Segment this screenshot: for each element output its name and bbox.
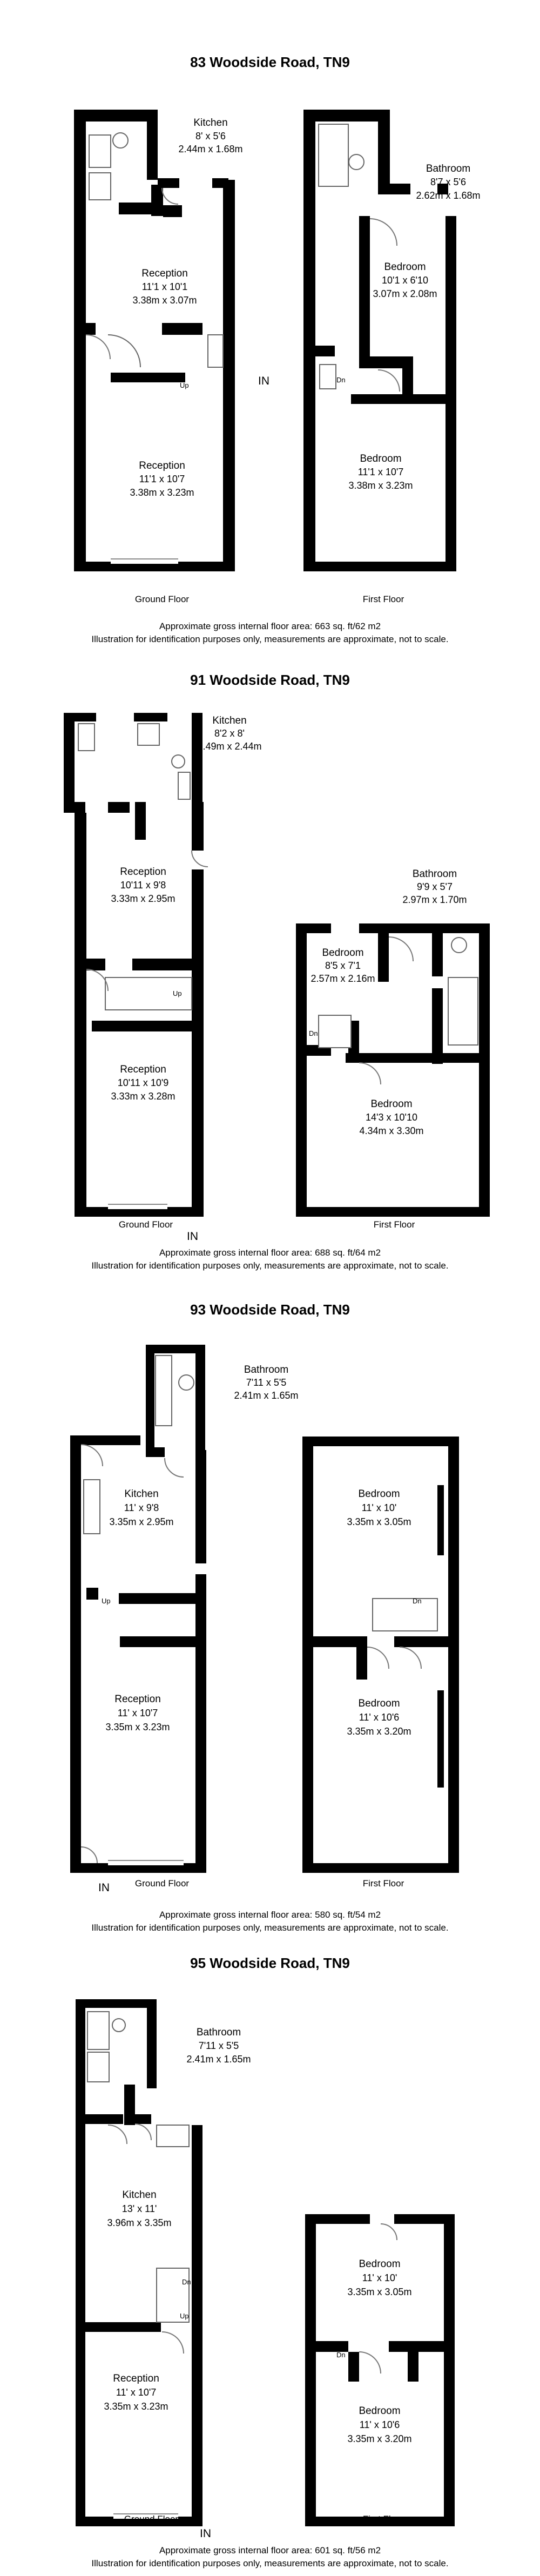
room-dim-metric: 3.33m x 2.95m	[111, 893, 176, 904]
ground-floor-fixtures	[87, 2012, 189, 2517]
ground-floor-label: Ground Floor	[134, 594, 190, 604]
room-name: Bedroom	[360, 453, 402, 464]
room-dim-metric: 3.96m x 3.35m	[107, 2217, 172, 2228]
room-name: Kitchen	[124, 1488, 159, 1500]
floor-plan-83	[0, 0, 540, 594]
room-dim-metric: 3.33m x 3.28m	[111, 1091, 176, 1102]
floor-area-caption: Approximate gross internal floor area: 663 sq. ft/62 m2	[159, 621, 381, 631]
disclaimer-caption: Illustration for identification purposes only, measurements are approximate, not to scale.	[91, 1923, 449, 1933]
room-name: Kitchen	[193, 117, 228, 129]
room-name: Reception	[120, 1064, 166, 1075]
floor-area-caption: Approximate gross internal floor area: 580 sq. ft/54 m2	[159, 1910, 381, 1920]
first-floor-label: First Floor	[362, 2514, 404, 2524]
property-title: 91 Woodside Road, TN9	[190, 672, 350, 688]
stairs-down-label: Dn	[336, 2351, 346, 2359]
room-dim-imperial: 10'1 x 6'10	[382, 275, 428, 286]
stairs-up-label: Up	[173, 989, 182, 997]
room-dim-imperial: 8' x 5'6	[195, 131, 226, 141]
room-name: Bedroom	[384, 261, 426, 273]
first-floor-label: First Floor	[373, 1219, 415, 1230]
room-dim-imperial: 10'11 x 10'9	[117, 1077, 169, 1088]
room-name: Reception	[114, 1694, 161, 1705]
room-dim-metric: 2.49m x 2.44m	[197, 741, 262, 752]
room-dim-metric: 2.44m x 1.68m	[178, 144, 243, 154]
room-dim-metric: 3.35m x 3.05m	[347, 2287, 412, 2297]
room-dim-metric: 3.38m x 3.23m	[348, 480, 413, 491]
stairs-down-label: Dn	[309, 1029, 318, 1037]
room-name: Reception	[113, 2373, 159, 2384]
ground-floor-fixtures	[84, 1356, 194, 1863]
room-dim-metric: 3.35m x 3.20m	[347, 1726, 411, 1737]
room-dim-metric: 3.35m x 3.23m	[105, 1722, 170, 1732]
ground-floor-label: Ground Floor	[118, 1219, 173, 1230]
room-dim-metric: 3.38m x 3.23m	[130, 487, 194, 498]
room-dim-imperial: 14'3 x 10'10	[366, 1112, 417, 1123]
room-dim-imperial: 8'7 x 5'6	[430, 177, 466, 187]
room-dim-imperial: 10'11 x 9'8	[120, 880, 166, 891]
room-name: Bedroom	[359, 2405, 401, 2417]
disclaimer-caption: Illustration for identification purposes only, measurements are approximate, not to scale.	[91, 1260, 449, 1271]
room-dim-imperial: 11' x 10'	[361, 1502, 397, 1513]
first-floor-fixtures	[373, 1599, 437, 1631]
room-dim-imperial: 7'11 x 5'5	[246, 1377, 287, 1388]
room-name: Bedroom	[322, 947, 364, 959]
room-dim-imperial: 8'2 x 8'	[214, 728, 245, 739]
floor-plan-91	[0, 643, 540, 1243]
room-dim-imperial: 9'9 x 5'7	[417, 881, 453, 892]
room-name: Bathroom	[196, 2027, 241, 2038]
room-name: Bedroom	[370, 1098, 413, 1110]
room-dim-imperial: 11' x 9'8	[124, 1502, 159, 1513]
property-91	[0, 643, 540, 1253]
property-title: 83 Woodside Road, TN9	[190, 54, 350, 70]
stairs-up-label: Up	[180, 381, 189, 389]
floor-area-caption: Approximate gross internal floor area: 688 sq. ft/64 m2	[159, 1247, 381, 1258]
room-dim-metric: 2.62m x 1.68m	[416, 190, 481, 201]
property-title: 93 Woodside Road, TN9	[190, 1302, 350, 1318]
ground-floor-walls	[70, 1345, 206, 1873]
room-name: Bedroom	[359, 2258, 401, 2270]
room-name: Bathroom	[412, 868, 457, 880]
stairs-down-label: Dn	[182, 2278, 191, 2286]
entrance-label: IN	[258, 375, 269, 387]
room-dim-imperial: 11' x 10'6	[359, 1712, 400, 1723]
disclaimer-caption: Illustration for identification purposes only, measurements are approximate, not to scale.	[91, 2558, 449, 2568]
room-dim-imperial: 11' x 10'	[362, 2272, 397, 2283]
first-floor-doors	[367, 1647, 421, 1669]
property-title: 95 Woodside Road, TN9	[190, 1955, 350, 1971]
room-dim-metric: 2.57m x 2.16m	[310, 973, 375, 984]
room-name: Kitchen	[122, 2189, 157, 2201]
floor-plan-95	[0, 1939, 540, 2540]
room-dim-imperial: 11'1 x 10'7	[139, 474, 185, 484]
entrance-label: IN	[200, 2527, 211, 2540]
property-95	[0, 1939, 540, 2576]
first-floor-label: First Floor	[362, 1878, 404, 1889]
room-dim-imperial: 8'5 x 7'1	[325, 960, 361, 971]
room-dim-imperial: 11'1 x 10'1	[141, 281, 188, 292]
ground-floor-label: Ground Floor	[134, 1878, 190, 1889]
ground-floor-label: Ground Floor	[124, 2514, 179, 2524]
room-name: Reception	[141, 268, 188, 279]
stairs-down-label: Dn	[336, 376, 346, 384]
entrance-label: IN	[187, 1230, 198, 1243]
property-93	[0, 1274, 540, 1894]
room-dim-metric: 2.97m x 1.70m	[402, 894, 467, 905]
property-83	[0, 0, 540, 643]
first-floor-label: First Floor	[362, 594, 404, 604]
room-name: Bathroom	[244, 1364, 289, 1375]
room-dim-metric: 3.35m x 2.95m	[109, 1516, 174, 1527]
room-dim-imperial: 11' x 10'6	[359, 2419, 400, 2430]
stairs-up-label: Up	[180, 2312, 189, 2320]
room-dim-imperial: 11' x 10'7	[117, 1708, 158, 1718]
room-name: Reception	[139, 460, 185, 471]
room-name: Bedroom	[358, 1698, 400, 1709]
room-dim-metric: 3.38m x 3.07m	[132, 295, 197, 306]
disclaimer-caption: Illustration for identification purposes only, measurements are approximate, not to scale.	[91, 634, 449, 644]
room-dim-imperial: 7'11 x 5'5	[198, 2040, 239, 2051]
room-dim-metric: 3.35m x 3.23m	[104, 2401, 168, 2412]
entrance-label: IN	[98, 1882, 110, 1894]
room-name: Reception	[120, 866, 166, 878]
room-name: Bathroom	[426, 163, 471, 174]
room-dim-imperial: 11' x 10'7	[116, 2387, 157, 2398]
stairs-up-label: Up	[102, 1597, 111, 1605]
room-dim-imperial: 11'1 x 10'7	[357, 467, 404, 477]
room-dim-metric: 4.34m x 3.30m	[359, 1125, 424, 1136]
floor-area-caption: Approximate gross internal floor area: 601 sq. ft/56 m2	[159, 2545, 381, 2555]
room-dim-metric: 3.35m x 3.05m	[347, 1516, 411, 1527]
room-name: Kitchen	[212, 715, 247, 726]
room-dim-metric: 2.41m x 1.65m	[234, 1390, 299, 1401]
room-dim-imperial: 13' x 11'	[122, 2203, 157, 2214]
room-dim-metric: 2.41m x 1.65m	[186, 2054, 251, 2065]
room-dim-metric: 3.07m x 2.08m	[373, 288, 437, 299]
stairs-down-label: Dn	[413, 1597, 422, 1605]
room-name: Bedroom	[358, 1488, 400, 1500]
room-dim-metric: 3.35m x 3.20m	[347, 2433, 412, 2444]
